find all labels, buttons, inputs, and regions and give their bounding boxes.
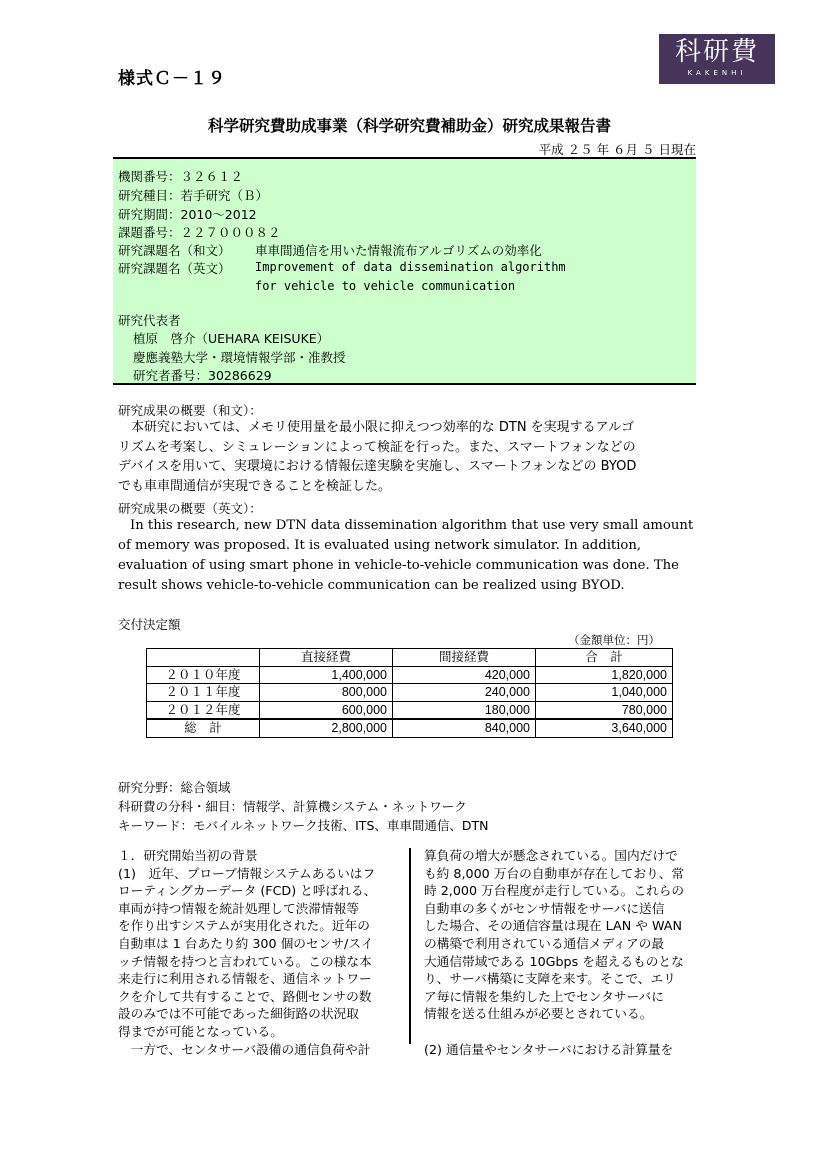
title-en-label: 研究課題名（英文） xyxy=(118,261,231,276)
body-line: 自動車は 1 台あたり約 300 個のセンサ/スイ xyxy=(118,935,374,951)
summary-en-line: result shows vehicle-to-vehicle communication can be realized using BYOD. xyxy=(118,578,625,593)
table-cell: 840,000 xyxy=(393,719,536,737)
table-cell: 240,000 xyxy=(393,684,536,702)
table-cell: 1,820,000 xyxy=(536,666,673,684)
table-cell: 1,040,000 xyxy=(536,684,673,702)
project-info-box xyxy=(113,157,696,385)
research-period: 研究期間：2010～2012 xyxy=(118,207,257,222)
representative-affiliation: 慶應義塾大学・環境情報学部・准教授 xyxy=(133,350,346,365)
body-line: (1) 近年、プローブ情報システムあるいはフ xyxy=(118,865,376,881)
title-ja-label: 研究課題名（和文） xyxy=(118,243,231,258)
table-cell: 180,000 xyxy=(393,701,536,719)
grant-heading: 交付決定額 xyxy=(118,617,181,632)
body-blank-line xyxy=(424,1023,704,1041)
table-total-row xyxy=(147,719,673,737)
body-line: ア毎に情報を集約した上でセンタサーバに xyxy=(424,988,664,1004)
table-header-row xyxy=(147,649,673,667)
logo-subtext: KAKENHI xyxy=(687,69,747,77)
document-title: 科学研究費助成事業（科学研究費補助金）研究成果報告書 xyxy=(207,117,611,135)
project-number: 課題番号：２２７０００８２ xyxy=(118,225,281,240)
grant-unit: （金額単位：円） xyxy=(568,633,660,647)
researcher-number: 研究者番号：30286629 xyxy=(133,368,272,383)
summary-en xyxy=(118,516,696,596)
classification xyxy=(118,778,489,835)
summary-ja-line: リズムを考案し、シミュレーションによって検証を行った。また、スマートフォンなどの xyxy=(118,439,636,455)
body-line: した場合、その通信容量は現在 LAN や WAN xyxy=(424,918,682,934)
table-cell: 3,640,000 xyxy=(536,719,673,737)
form-id: 様式Ｃ－１９ xyxy=(118,69,226,89)
table-header-cell: 直接経費 xyxy=(260,649,393,667)
body-line: クを介して共有することで、路側センサの数 xyxy=(118,988,372,1004)
body-line: も約 8,000 万台の自動車が存在しており、常 xyxy=(424,865,685,881)
kakenhi-logo xyxy=(659,34,775,84)
body-line: 時 2,000 万台程度が走行している。これらの xyxy=(424,883,685,899)
representative-name: 植原 啓介（UEHARA KEISUKE） xyxy=(133,331,330,346)
summary-ja-heading: 研究成果の概要（和文）： xyxy=(118,403,262,418)
table-cell: 2,800,000 xyxy=(260,719,393,737)
summary-ja-line: でも車車間通信が実現できることを検証した。 xyxy=(118,478,392,494)
table-cell: 1,400,000 xyxy=(260,666,393,684)
summary-ja xyxy=(118,418,696,496)
table-header-cell: 合 計 xyxy=(536,649,673,667)
section-heading: １．研究開始当初の背景 xyxy=(118,848,258,863)
body-right-column xyxy=(424,847,704,1058)
summary-en-line: of memory was proposed. It is evaluated using network simulator. In addition, xyxy=(118,538,642,553)
table-cell: ２０１１年度 xyxy=(147,684,260,702)
body-line: 設のみでは不可能であった細街路の状況取 xyxy=(118,1006,359,1022)
report-date: 平成 ２５ 年 ６月 ５ 日現在 xyxy=(538,142,696,157)
body-line: (2) 通信量やセンタサーバにおける計算量を xyxy=(424,1041,674,1057)
research-field: 研究分野：総合領域 xyxy=(118,780,231,795)
body-line: 一方で、センタサーバ設備の通信負荷や計 xyxy=(118,1041,371,1057)
summary-en-heading: 研究成果の概要（英文）： xyxy=(118,501,262,516)
body-line: 来走行に利用される情報を、通信ネットワー xyxy=(118,971,372,987)
logo-text: 科研費 xyxy=(674,37,759,67)
body-line: 算負荷の増大が懸念されている。国内だけで xyxy=(424,848,678,863)
keywords: キーワード：モバイルネットワーク技術、ITS、車車間通信、DTN xyxy=(118,818,489,833)
body-line: 自動車の多くがセンサ情報をサーバに送信 xyxy=(424,900,665,916)
table-row xyxy=(147,684,673,702)
body-line: 情報を送る仕組みが必要とされている。 xyxy=(424,1006,653,1022)
table-cell: 420,000 xyxy=(393,666,536,684)
summary-en-line: evaluation of using smart phone in vehicle-to-vehicle communication was done. The xyxy=(118,558,679,573)
table-row xyxy=(147,701,673,719)
body-line: ッチ情報を持つと言われている。この様な本 xyxy=(118,953,372,969)
body-line: り、サーバ構築に支障を来す。そこで、エリ xyxy=(424,971,676,987)
title-en-line1: Improvement of data dissemination algorithm xyxy=(255,260,566,274)
table-cell: 600,000 xyxy=(260,701,393,719)
body-line: を作り出すシステムが実用化された。近年の xyxy=(118,918,370,934)
summary-en-line: In this research, new DTN data dissemination algorithm that use very small amount xyxy=(130,518,694,533)
body-line: 大通信帯域である 10Gbps を超えるものとな xyxy=(424,953,684,969)
body-line: 得までが可能となっている。 xyxy=(118,1023,283,1039)
table-cell: 780,000 xyxy=(536,701,673,719)
research-category: 科研費の分科・細目：情報学、計算機システム・ネットワーク xyxy=(118,799,467,814)
grant-table xyxy=(146,648,673,738)
table-cell: ２０１２年度 xyxy=(147,701,260,719)
title-ja: 車車間通信を用いた情報流布アルゴリズムの効率化 xyxy=(255,243,542,258)
institution-number: 機関番号：３２６１２ xyxy=(118,169,244,184)
body-left-column xyxy=(118,847,403,1058)
summary-ja-line: デバイスを用いて、実環境における情報伝達実験を実施し、スマートフォンなどの BYOD xyxy=(118,459,637,474)
title-en-line2: for vehicle to vehicle communication xyxy=(255,279,516,293)
representative-label: 研究代表者 xyxy=(118,313,181,328)
body-line: の構築で利用されている通信メディアの最 xyxy=(424,935,665,951)
research-type: 研究種目：若手研究（Ｂ） xyxy=(118,188,269,203)
summary-ja-line: 本研究においては、メモリ使用量を最小限に抑えつつ効率的な DTN を実現するアルゴ xyxy=(131,420,635,435)
table-cell: ２０１０年度 xyxy=(147,666,260,684)
table-row xyxy=(147,666,673,684)
table-header-cell: 間接経費 xyxy=(393,649,536,667)
table-cell: 総 計 xyxy=(147,719,260,737)
table-header-cell xyxy=(147,649,260,667)
body-line: 車両が持つ情報を統計処理して渋滞情報等 xyxy=(118,900,360,916)
table-cell: 800,000 xyxy=(260,684,393,702)
body-line: ローティングカーデータ (FCD) と呼ばれる、 xyxy=(118,883,377,899)
column-divider xyxy=(409,848,411,1044)
